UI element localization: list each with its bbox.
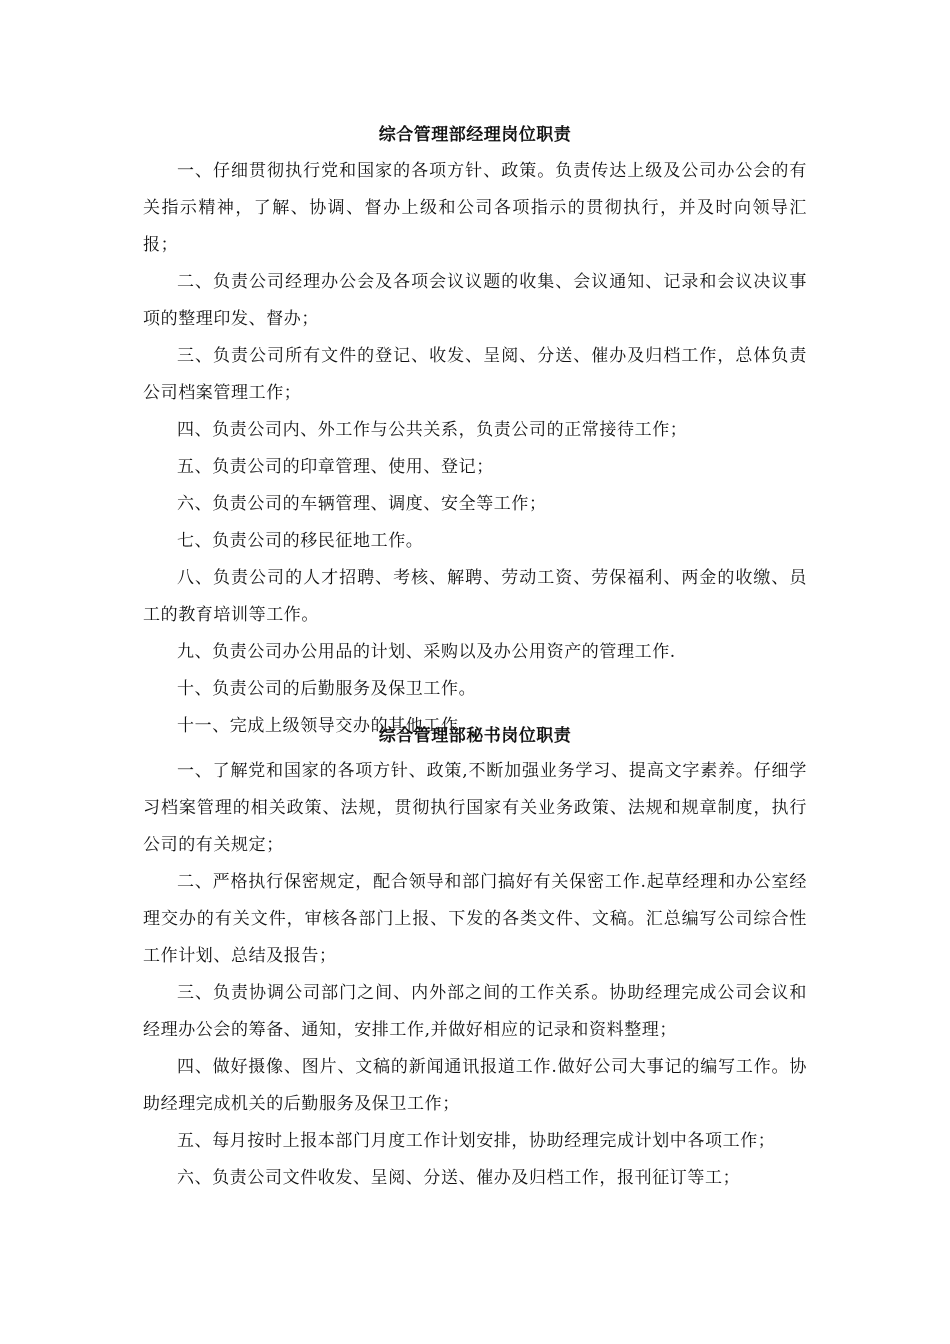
duty-paragraph: 十一、完成上级领导交办的其他工作。 <box>177 716 477 736</box>
manager-duties-section <box>143 121 807 745</box>
duty-paragraph: 三、负责协调公司部门之间、内外部之间的工作关系。协助经理完成公司会议和经理办公会的筹备、通知，安排工作,并做好相应的记录和资料整理； <box>143 983 807 1040</box>
duty-paragraph: 四、负责公司内、外工作与公共关系，负责公司的正常接待工作； <box>177 420 688 440</box>
duty-paragraph: 八、负责公司的人才招聘、考核、解聘、劳动工资、劳保福利、两金的收缴、员工的教育培训等工作。 <box>143 568 807 625</box>
section-title: 综合管理部经理岗位职责 <box>378 125 572 145</box>
duty-paragraph: 二、严格执行保密规定，配合领导和部门搞好有关保密工作.起草经理和办公室经理交办的有关文件，审核各部门上报、下发的各类文件、文稿。汇总编写公司综合性工作计划、总结及报告； <box>143 872 807 966</box>
duty-paragraph: 五、负责公司的印章管理、使用、登记； <box>177 457 494 477</box>
duty-paragraph: 十、负责公司的后勤服务及保卫工作。 <box>177 679 477 699</box>
duty-paragraph: 七、负责公司的移民征地工作。 <box>177 531 424 551</box>
secretary-duties-section <box>143 722 807 1197</box>
duty-paragraph: 五、每月按时上报本部门月度工作计划安排，协助经理完成计划中各项工作； <box>177 1131 776 1151</box>
duty-paragraph: 四、做好摄像、图片、文稿的新闻通讯报道工作.做好公司大事记的编写工作。协助经理完成机关的后勤服务及保卫工作； <box>143 1057 807 1114</box>
duty-paragraph: 二、负责公司经理办公会及各项会议议题的收集、会议通知、记录和会议决议事项的整理印发、督办； <box>143 272 807 329</box>
duty-paragraph: 一、了解党和国家的各项方针、政策,不断加强业务学习、提高文字素养。仔细学习档案管理的相关政策、法规，贯彻执行国家有关业务政策、法规和规章制度，执行公司的有关规定； <box>143 761 807 855</box>
duty-paragraph: 三、负责公司所有文件的登记、收发、呈阅、分送、催办及归档工作，总体负责公司档案管理工作； <box>143 346 807 403</box>
duty-paragraph: 六、负责公司的车辆管理、调度、安全等工作； <box>177 494 547 514</box>
section-title: 综合管理部秘书岗位职责 <box>378 726 572 746</box>
duty-paragraph: 一、仔细贯彻执行党和国家的各项方针、政策。负责传达上级及公司办公会的有关指示精神，了解、协调、督办上级和公司各项指示的贯彻执行，并及时向领导汇报； <box>143 161 807 255</box>
duty-paragraph: 六、负责公司文件收发、呈阅、分送、催办及归档工作，报刊征订等工； <box>177 1168 741 1188</box>
duty-paragraph: 九、负责公司办公用品的计划、采购以及办公用资产的管理工作. <box>177 642 676 662</box>
